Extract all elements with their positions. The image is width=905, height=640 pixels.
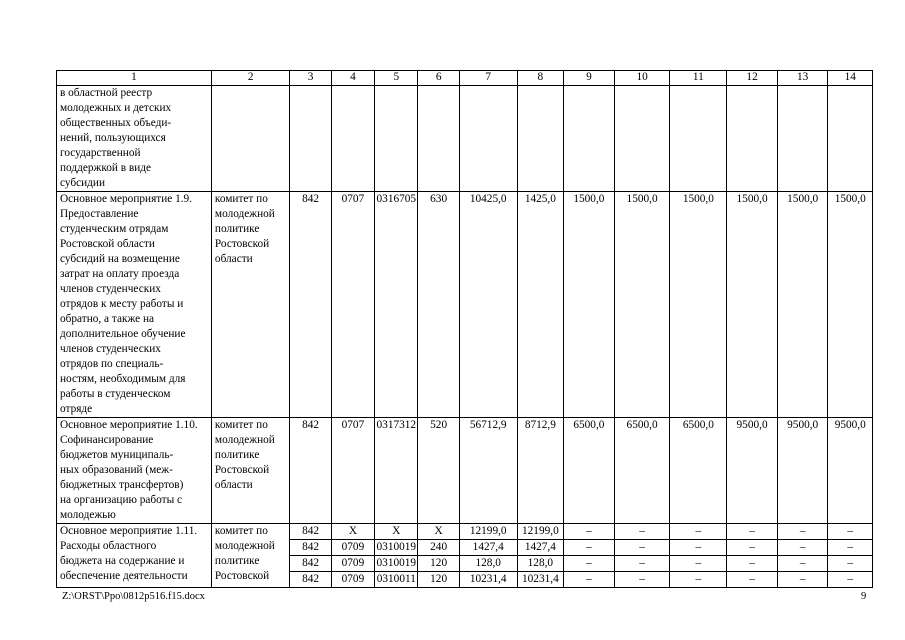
sub-value: – [670,556,726,572]
measure-description: Основное мероприятие 1.11. Расходы областного бюджета на содержание и обеспечение деятельности [57,524,212,588]
column-header: 6 [418,71,459,86]
sub-value: 12199,0 [460,524,517,540]
column-header: 13 [777,71,828,86]
sub-value: 12199,0 [518,524,563,540]
sub-value: – [615,540,670,556]
value-cell: 1425,0 [517,192,563,418]
column-header: 10 [614,71,670,86]
column-header: 2 [211,71,290,86]
value-cell [828,86,873,192]
value-cell: 1500,0 [670,192,727,418]
column-header: 12 [727,71,778,86]
column-header: 1 [57,71,212,86]
executor-cell: комитет по молодежной политике Ростовской области [211,418,290,524]
column-header: 9 [564,71,615,86]
sub-value: 1427,4 [518,540,563,556]
sub-value: X [418,524,458,540]
sub-value: – [695,573,702,585]
value-cell: 8712,9 [517,418,563,524]
sub-value: 120 [430,573,448,585]
value-cell-stack [375,524,418,588]
value-cell: 6500,0 [614,418,670,524]
sub-value: – [727,556,777,572]
sub-value: – [615,524,670,540]
sub-value: – [564,524,614,540]
value-cell [777,86,828,192]
sub-value: – [615,556,670,572]
sub-value: – [586,573,592,585]
measure-description: Основное мероприятие 1.9. Предоставление студенческим отрядам Ростовской области субсидий на возмещение затрат на оплату проезда членов студенческих отрядов к месту работы и обратно, а также на дополнительное обучение членов студенческих отрядов по специаль- ностям, необходимым для работы в студенческом отряде [57,192,212,418]
column-header: 5 [375,71,418,86]
executor-cell: комитет по молодежной политике Ростовской области [211,192,290,418]
sub-value: 842 [302,573,320,585]
sub-value: 0310019 [375,556,417,572]
column-header: 14 [828,71,873,86]
sub-value: – [670,524,726,540]
sub-value: – [727,540,777,556]
value-cell: 9500,0 [777,418,828,524]
column-header: 7 [459,71,517,86]
footer-page-number: 9 [861,591,867,602]
value-cell [290,86,331,192]
sub-value: 842 [290,556,330,572]
value-cell-stack [290,524,331,588]
value-cell: 10425,0 [459,192,517,418]
column-header: 8 [517,71,563,86]
sub-value: – [564,556,614,572]
column-header: 3 [290,71,331,86]
value-cell: 842 [290,192,331,418]
measure-description: Основное мероприятие 1.10. Софинансирование бюджетов муниципаль- ных образований (меж- бюджетных трансфертов) на организацию работы с молодежью [57,418,212,524]
sub-value: – [670,540,726,556]
sub-value: – [749,573,755,585]
sub-value: – [828,540,872,556]
table-body [57,71,873,588]
value-cell [331,86,374,192]
value-cell: 842 [290,418,331,524]
value-cell: 1500,0 [727,192,778,418]
table-row [57,192,873,418]
sub-value: 128,0 [460,556,517,572]
value-cell: 0707 [331,418,374,524]
footer-file-path: Z:\ORST\Ppo\0812p516.f15.docx [62,591,205,602]
value-cell-stack [459,524,517,588]
sub-value: – [828,524,872,540]
value-cell [727,86,778,192]
value-cell: 1500,0 [564,192,615,418]
budget-table [56,70,873,588]
value-cell: 9500,0 [828,418,873,524]
sub-value: 128,0 [518,556,563,572]
value-cell: 6500,0 [564,418,615,524]
value-cell-stack [614,524,670,588]
value-cell-stack [517,524,563,588]
sub-value: – [778,556,828,572]
value-cell: 630 [418,192,459,418]
table-row [57,418,873,524]
value-cell: 9500,0 [727,418,778,524]
column-header: 11 [670,71,727,86]
sub-value: – [778,524,828,540]
sub-value: 10231,4 [522,573,559,585]
sub-value: 0709 [332,556,374,572]
value-cell: 0316705 [375,192,418,418]
sub-value: – [564,540,614,556]
sub-value: 1427,4 [460,540,517,556]
sub-value: 0310011 [376,573,416,585]
value-cell [418,86,459,192]
value-cell [375,86,418,192]
value-cell [459,86,517,192]
value-cell: 0707 [331,192,374,418]
sub-value: 842 [290,524,330,540]
value-cell-stack [727,524,778,588]
value-cell: 56712,9 [459,418,517,524]
sub-value: 0709 [341,573,365,585]
value-cell-stack [777,524,828,588]
value-cell [564,86,615,192]
sub-value: X [332,524,374,540]
value-cell-stack [418,524,459,588]
sub-value: – [639,573,645,585]
sub-value: 240 [418,540,458,556]
value-cell: 520 [418,418,459,524]
value-cell: 1500,0 [614,192,670,418]
sub-value: 10231,4 [469,573,507,585]
column-header: 4 [331,71,374,86]
value-cell-stack [670,524,727,588]
measure-description: в областной реестр молодежных и детских общественных объеди- нений, пользующихся государственной поддержкой в виде субсидии [57,86,212,192]
header-row [57,71,873,86]
value-cell-stack [564,524,615,588]
sub-value: – [828,556,872,572]
sub-value: 0310019 [375,540,417,556]
value-cell: 1500,0 [828,192,873,418]
value-cell: 1500,0 [777,192,828,418]
value-cell: 6500,0 [670,418,727,524]
sub-value: 842 [290,540,330,556]
table-row [57,524,873,588]
value-cell [517,86,563,192]
sub-value: 0709 [332,540,374,556]
executor-cell: комитет по молодежной политике Ростовской [211,524,290,588]
table-row [57,86,873,192]
sub-value: – [799,573,806,585]
sub-value: X [375,524,417,540]
sub-value: – [847,573,854,585]
value-cell [670,86,727,192]
sub-value: – [778,540,828,556]
sub-value: 120 [418,556,458,572]
value-cell: 0317312 [375,418,418,524]
sub-value: – [727,524,777,540]
value-cell-stack [331,524,374,588]
value-cell-stack [828,524,873,588]
value-cell [614,86,670,192]
executor-cell [211,86,290,192]
